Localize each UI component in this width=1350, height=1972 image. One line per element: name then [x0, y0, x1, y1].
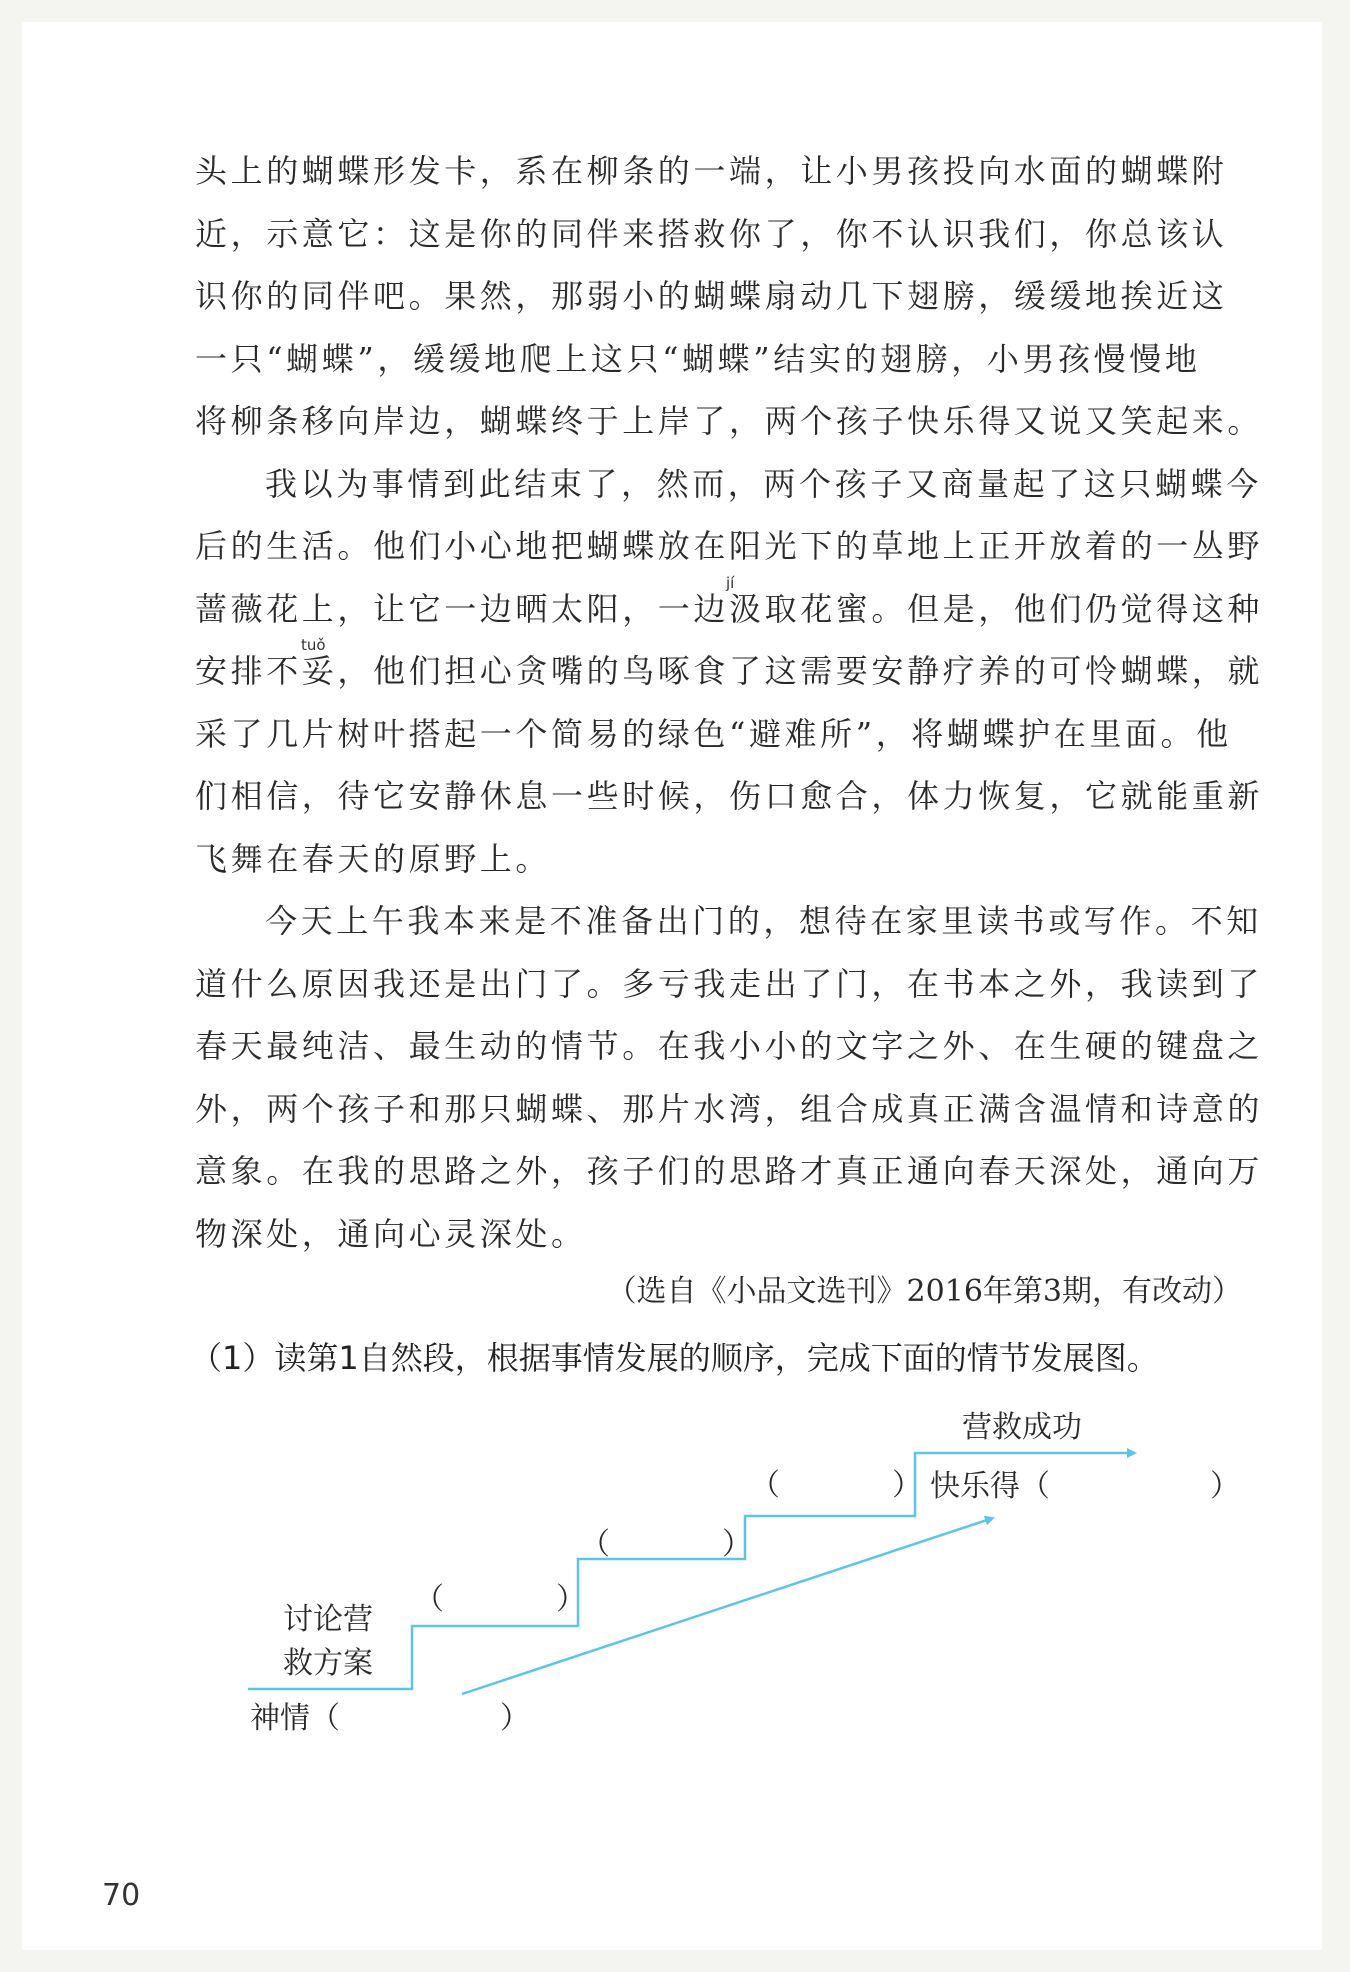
passage-line: 外，两个孩子和那只蝴蝶、那片水湾，组合成真正满含温情和诗意的 — [195, 1089, 1264, 1128]
blank-step-2-close: ） — [556, 1582, 586, 1617]
blank-step-3-close: ） — [722, 1527, 752, 1562]
passage-line: 一只“蝴蝶”，缓缓地爬上这只“蝴蝶”结实的翅膀，小男孩慢慢地 — [195, 339, 1201, 378]
passage-line: 将柳条移向岸边，蝴蝶终于上岸了，两个孩子快乐得又说又笑起来。 — [195, 402, 1264, 440]
passage-line: 们相信，待它安静休息一些时候，伤口愈合，体力恢复，它就能重新 — [195, 777, 1264, 815]
passage-line: 识你的同伴吧。果然，那弱小的蝴蝶扇动几下翅膀，缓缓地挨近这 — [195, 277, 1228, 315]
step-final-label: 营救成功 — [962, 1410, 1082, 1445]
passage-line: 道什么原因我还是出门了。多亏我走出了门，在书本之外，我读到了 — [195, 964, 1264, 1003]
blank-step-4-close: ） — [892, 1468, 922, 1503]
passage-line: 采了几片树叶搭起一个简易的绿色“避难所”，将蝴蝶护在里面。他 — [195, 714, 1232, 753]
mood-final-label: 快乐得（ — [930, 1469, 1050, 1504]
step-1-label-line2: 救方案 — [283, 1646, 373, 1681]
source-citation: （选自《小品文选刊》2016年第3期，有改动） — [606, 1274, 1242, 1309]
blank-step-2-open: （ — [414, 1582, 444, 1617]
passage-line: 我以为事情到此结束了，然而，两个孩子又商量起了这只蝴蝶今 — [265, 464, 1262, 503]
passage-line: 春天最纯洁、最生动的情节。在我小小的文字之外、在生硬的键盘之 — [195, 1027, 1264, 1065]
question-1: （1）读第1自然段，根据事情发展的顺序，完成下面的情节发展图。 — [190, 1339, 1159, 1377]
blank-step-4-open: （ — [750, 1468, 780, 1503]
passage-line: 头上的蝴蝶形发卡，系在柳条的一端，让小男孩投向水面的蝴蝶附 — [195, 152, 1228, 190]
step-1-label-line1: 讨论营 — [283, 1602, 373, 1637]
passage-line-text: 蔷薇花上，让它一边晒太阳，一边汲取花蜜。但是，他们仍觉得这种 — [195, 589, 1264, 628]
passage-line: 意象。在我的思路之外，孩子们的思路才真正通向春天深处，通向万 — [195, 1152, 1264, 1190]
mood-final-close: ） — [1210, 1469, 1240, 1504]
blank-step-3-open: （ — [580, 1527, 610, 1562]
passage-line: 近，示意它：这是你的同伴来搭救你了，你不认识我们，你总该认 — [195, 214, 1228, 253]
pinyin-ruby-ji: jí — [726, 573, 735, 592]
passage-line: 飞舞在春天的原野上。 — [195, 839, 552, 878]
mood-start-close: ） — [500, 1701, 530, 1736]
pinyin-ruby-tuo: tuǒ — [301, 636, 326, 654]
passage-line: 后的生活。他们小心地把蝴蝶放在阳光下的草地上正开放着的一丛野 — [195, 527, 1264, 565]
passage-line: 物深处，通向心灵深处。 — [195, 1214, 587, 1253]
mood-start-label: 神情（ — [250, 1701, 340, 1736]
passage-line: 今天上午我本来是不准备出门的，想待在家里读书或写作。不知 — [265, 902, 1262, 940]
passage-line-text: 安排不妥，他们担心贪嘴的鸟啄食了这需要安静疗养的可怜蝴蝶，就 — [195, 652, 1264, 690]
page-number: 70 — [102, 1878, 141, 1913]
